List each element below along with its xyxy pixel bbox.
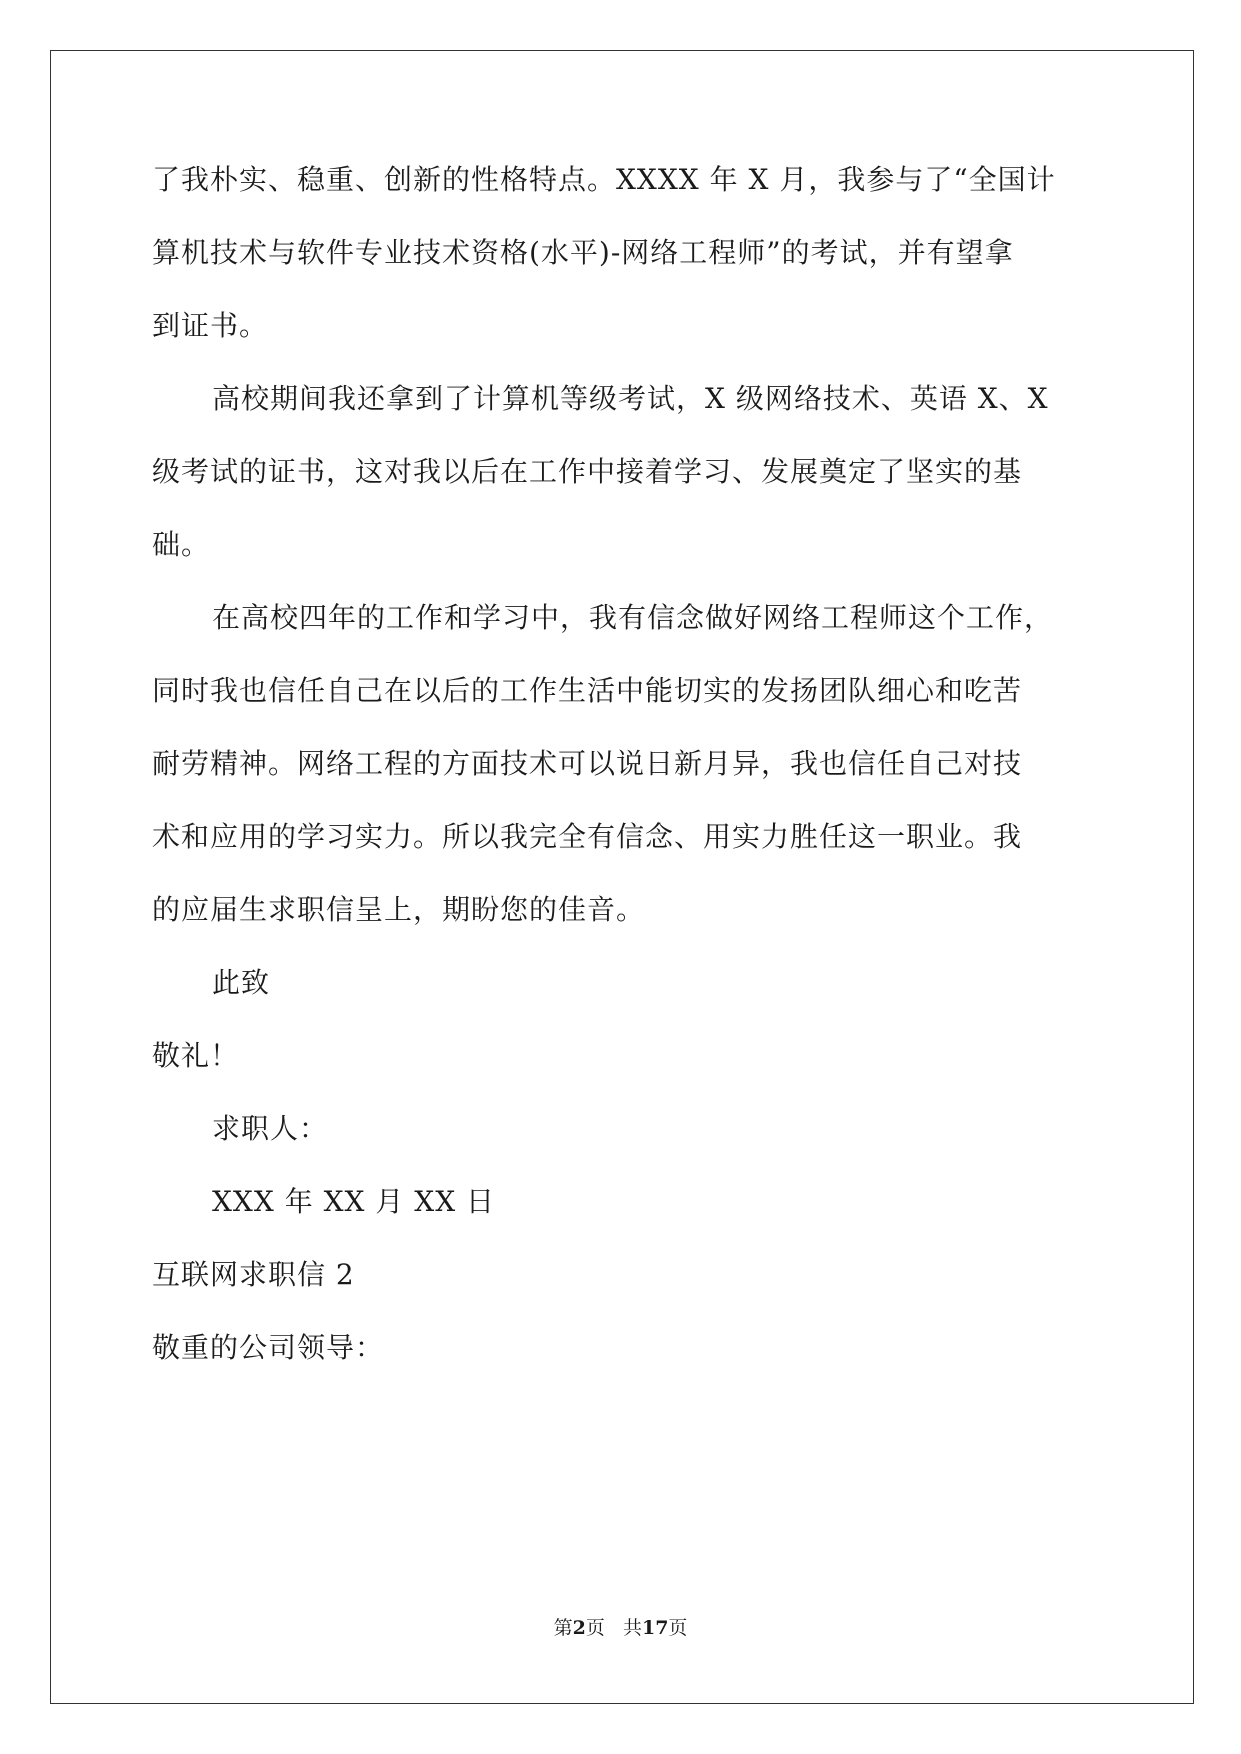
closing-line: 敬礼！: [152, 1039, 240, 1072]
greeting-line: 敬重的公司领导：: [152, 1331, 385, 1364]
text-line-3: 到证书。: [152, 309, 269, 342]
text-line-8: 同时我也信任自己在以后的工作生活中能切实的发扬团队细心和吃苦: [152, 674, 1023, 707]
text-line-6: 础。: [152, 528, 211, 561]
footer-page-suffix: 页: [585, 1617, 605, 1639]
section-heading: 互联网求职信 2: [152, 1258, 355, 1291]
text-line-9: 耐劳精神。网络工程的方面技术可以说日新月异，我也信任自己对技: [152, 747, 1023, 780]
footer-total-suffix: 页: [668, 1617, 688, 1639]
page-footer: [0, 1616, 1241, 1640]
text-line-1: 了我朴实、稳重、创新的性格特点。XXXX 年 X 月，我参与了“全国计: [152, 163, 1056, 196]
footer-prefix: 第: [553, 1617, 573, 1639]
salutation-line: 此致: [212, 966, 271, 999]
text-line-5: 级考试的证书，这对我以后在工作中接着学习、发展奠定了坚实的基: [152, 455, 1023, 488]
current-page-number: 2: [572, 1617, 586, 1639]
applicant-line: 求职人：: [212, 1112, 329, 1145]
page-border: [50, 50, 1194, 1704]
date-line: XXX 年 XX 月 XX 日: [212, 1185, 496, 1218]
total-pages-number: 17: [641, 1617, 669, 1639]
text-line-10: 术和应用的学习实力。所以我完全有信念、用实力胜任这一职业。我: [152, 820, 1023, 853]
text-line-11: 的应届生求职信呈上，期盼您的佳音。: [152, 893, 646, 926]
footer-total-prefix: 共: [622, 1617, 642, 1639]
text-line-7: 在高校四年的工作和学习中，我有信念做好网络工程师这个工作，: [212, 601, 1054, 634]
text-line-2: 算机技术与软件专业技术资格(水平)-网络工程师”的考试，并有望拿: [152, 236, 1014, 269]
text-line-4: 高校期间我还拿到了计算机等级考试，X 级网络技术、英语 X、X: [212, 382, 1049, 415]
